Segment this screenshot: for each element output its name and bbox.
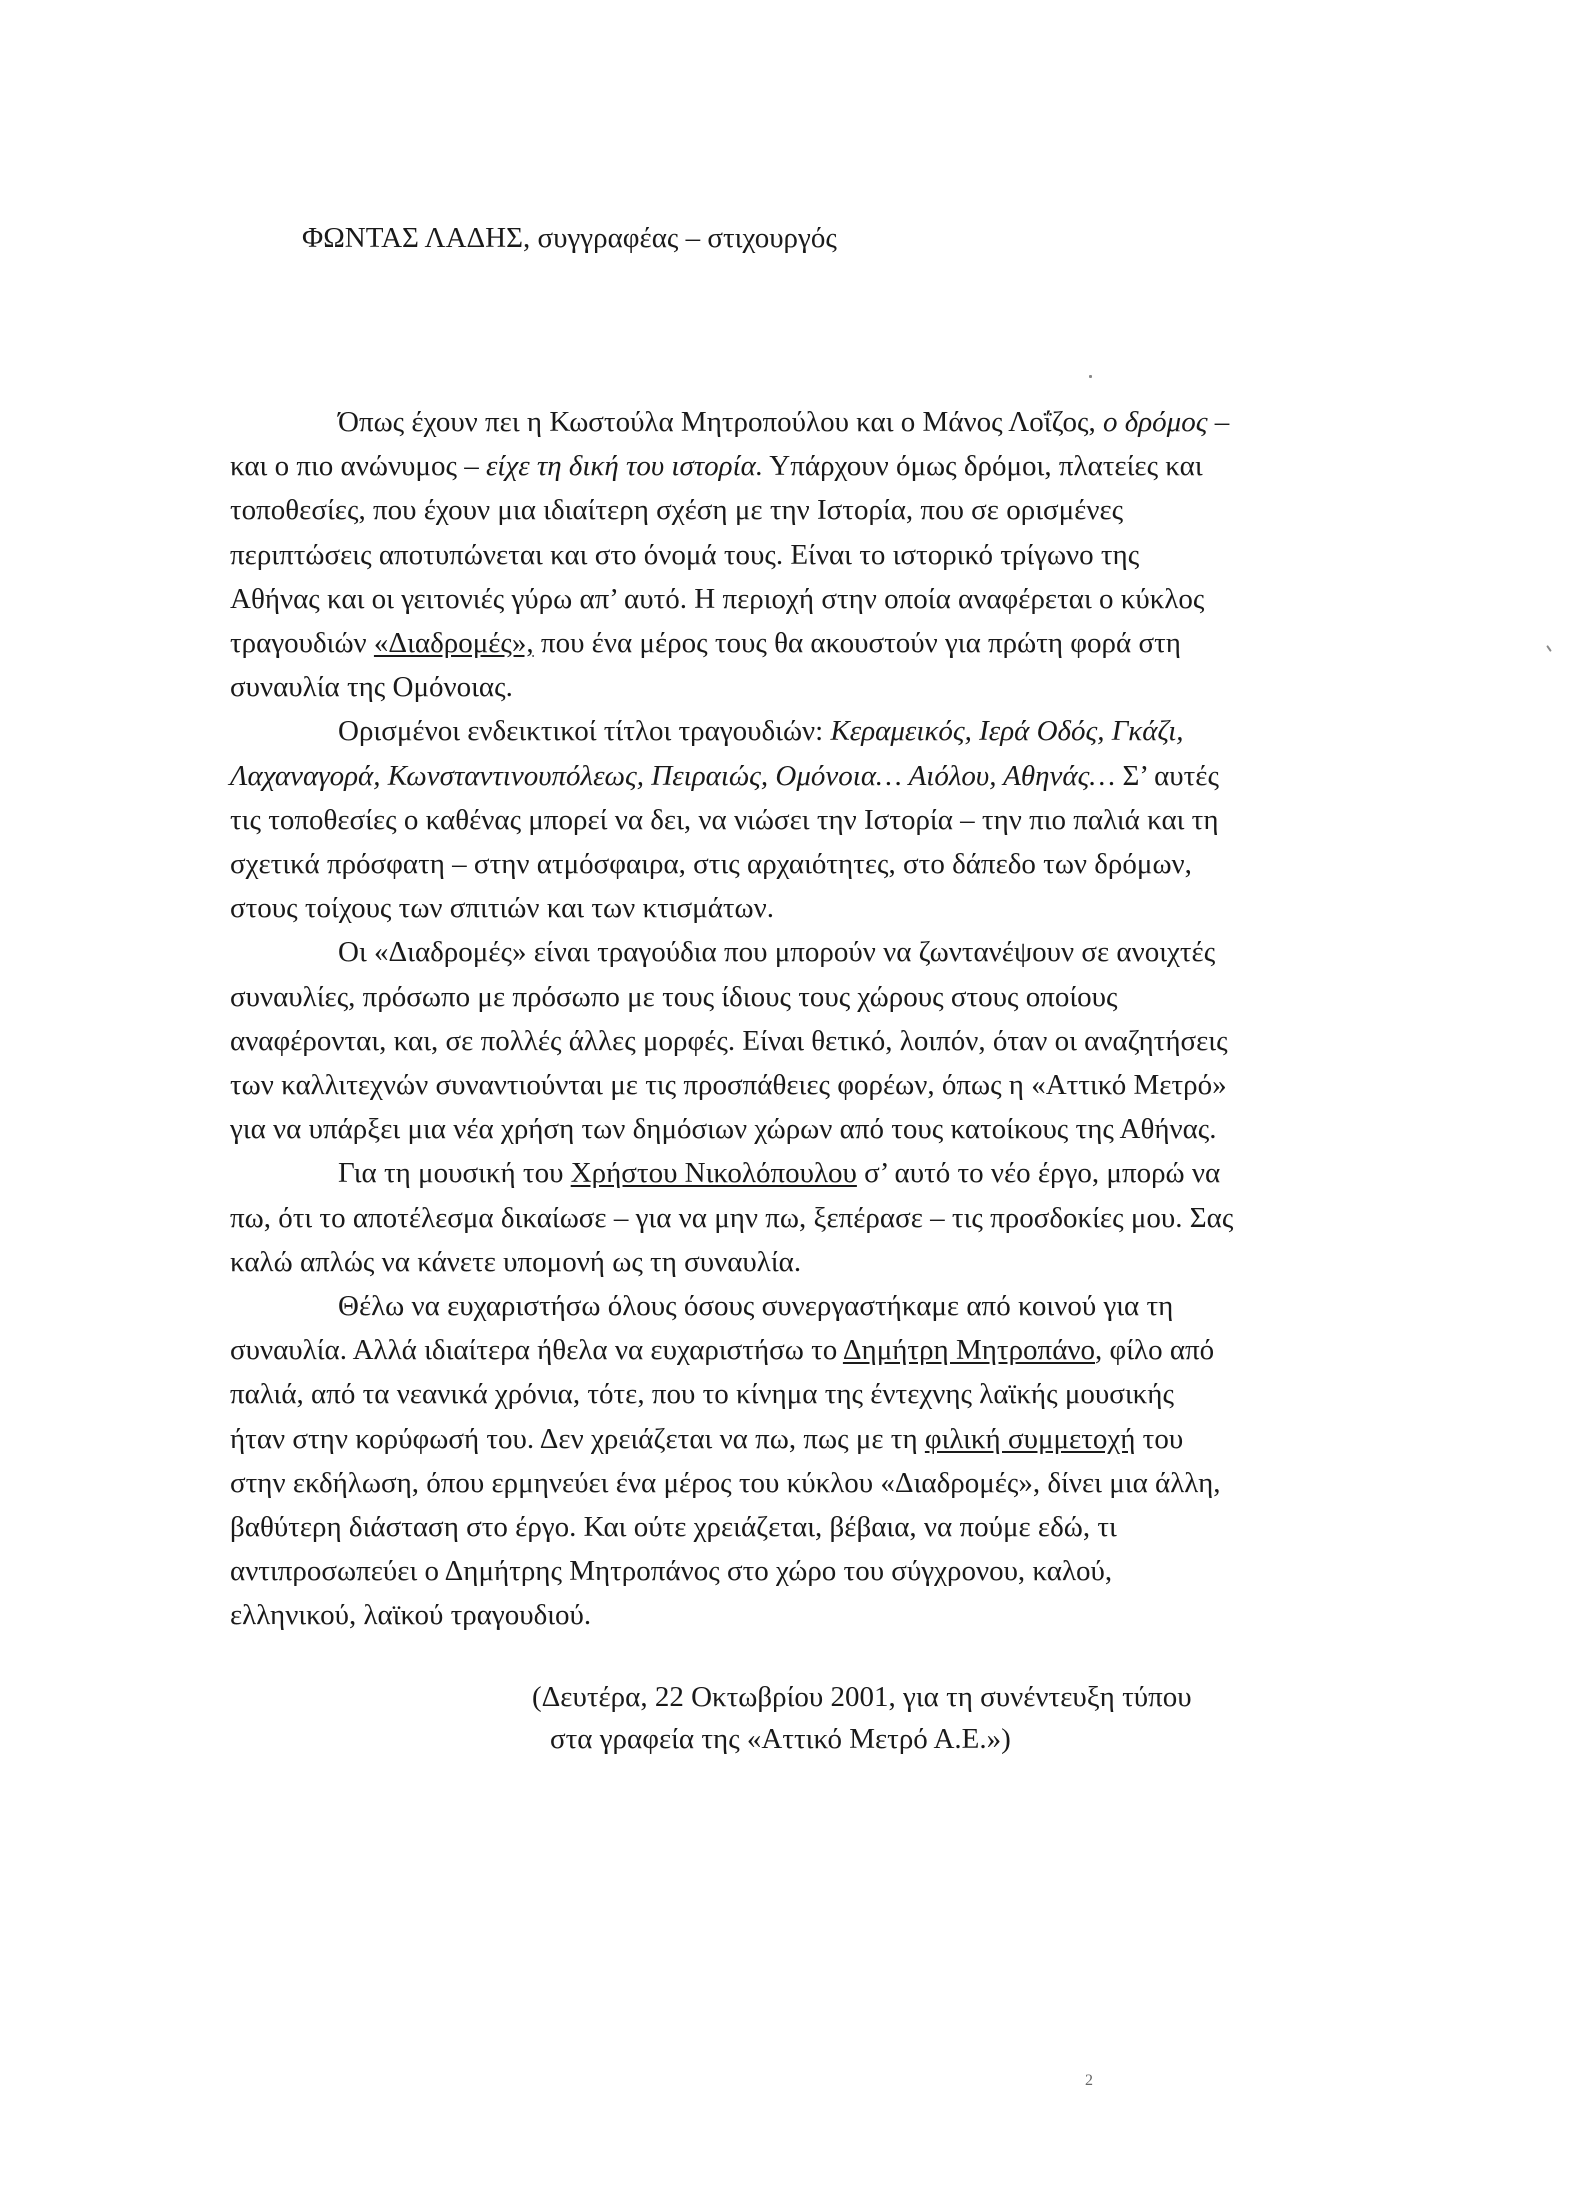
text-run: που ένα μέρος τους θα ακουστούν για πρώτη φορά στη bbox=[533, 627, 1181, 660]
text-run: πω, ότι το αποτέλεσμα δικαίωσε – για να μην πω, ξεπέρασε – τις προσδοκίες μου. Σας bbox=[230, 1201, 1234, 1234]
paragraph bbox=[230, 400, 1410, 709]
text-run: καλώ απλώς να κάνετε υπομονή ως τη συναυλία. bbox=[230, 1245, 802, 1278]
text-line bbox=[230, 760, 1219, 792]
text-run: παλιά, από τα νεανικά χρόνια, τότε, που το κίνημα της έντεχνης λαϊκής μουσικής bbox=[230, 1378, 1174, 1411]
text-line bbox=[230, 1334, 1214, 1366]
text-line bbox=[338, 715, 1184, 747]
text-line bbox=[230, 1599, 591, 1631]
text-line bbox=[230, 1467, 1221, 1499]
signoff-line-2: στα γραφεία της «Αττικό Μετρό Α.Ε.») bbox=[550, 1723, 1011, 1755]
text-run: περιπτώσεις αποτυπώνεται και στο όνομά τους. Είναι το ιστορικό τρίγωνο της bbox=[230, 538, 1140, 571]
text-run: Αθήνας και οι γειτονιές γύρω απ’ αυτό. Η περιοχή στην οποία αναφέρεται ο κύκλος bbox=[230, 582, 1205, 615]
paragraph bbox=[230, 930, 1410, 1151]
text-run: συναυλία. Αλλά ιδιαίτερα ήθελα να ευχαριστήσω το bbox=[230, 1334, 843, 1367]
author-heading: ΦΩΝΤΑΣ ΛΑΔΗΣ, συγγραφέας – στιχουργός bbox=[302, 222, 837, 254]
text-run: του bbox=[1135, 1422, 1184, 1455]
text-line bbox=[230, 494, 1123, 526]
text-line bbox=[230, 1246, 801, 1278]
text-run: για να υπάρξει μια νέα χρήση των δημόσιων χώρων από τους κατοίκους της Αθήνας. bbox=[230, 1113, 1217, 1146]
text-line bbox=[338, 1290, 1173, 1322]
text-line bbox=[230, 1069, 1227, 1101]
italic-phrase: ο δρόμος bbox=[1103, 406, 1208, 438]
text-run: σ’ αυτό το νέο έργο, μπορώ να bbox=[856, 1157, 1221, 1190]
text-line bbox=[230, 539, 1139, 571]
underlined-phrase: φιλική συμμετοχή bbox=[924, 1422, 1136, 1455]
signoff-note bbox=[532, 1676, 1192, 1760]
text-run: στην εκδήλωση, όπου ερμηνεύει ένα μέρος του κύκλου «Διαδρομές», δίνει μια άλλη, bbox=[230, 1466, 1221, 1499]
paragraph bbox=[230, 1284, 1410, 1638]
signoff-line-1: (Δευτέρα, 22 Οκτωβρίου 2001, για τη συνέντευξη τύπου bbox=[532, 1681, 1192, 1713]
text-run: Ορισμένοι ενδεικτικοί τίτλοι τραγουδιών: bbox=[338, 715, 831, 748]
text-run: βαθύτερη διάσταση στο έργο. Και ούτε χρειάζεται, βέβαια, να πούμε εδώ, τι bbox=[230, 1511, 1117, 1544]
text-line bbox=[230, 1511, 1117, 1543]
text-line bbox=[230, 1378, 1174, 1410]
text-line bbox=[230, 627, 1181, 659]
text-run: τις τοποθεσίες ο καθένας μπορεί να δει, να νιώσει την Ιστορία – την πιο παλιά και τη bbox=[230, 803, 1219, 836]
text-line bbox=[338, 406, 1229, 438]
text-line bbox=[230, 981, 1118, 1013]
underlined-phrase: Δημήτρη Μητροπάνο bbox=[842, 1334, 1095, 1367]
text-line bbox=[338, 1157, 1220, 1189]
text-run: , φίλο από bbox=[1095, 1334, 1215, 1367]
text-line bbox=[230, 1202, 1233, 1234]
paragraph bbox=[230, 709, 1410, 930]
text-line bbox=[230, 450, 1203, 482]
text-run: τοποθεσίες, που έχουν μια ιδιαίτερη σχέση με την Ιστορία, που σε ορισμένες bbox=[230, 494, 1124, 527]
text-line bbox=[230, 892, 774, 924]
text-run: Όπως έχουν πει η Κωστούλα Μητροπούλου και ο Μάνος Λοΐζος, bbox=[338, 406, 1104, 438]
text-run: των καλλιτεχνών συναντιούνται με τις προσπάθειες φορέων, όπως η «Αττικό Μετρό» bbox=[230, 1069, 1227, 1102]
text-run: ήταν στην κορύφωσή του. Δεν χρειάζεται να πω, πως με τη bbox=[230, 1422, 925, 1455]
text-run: Θέλω να ευχαριστήσω όλους όσους συνεργαστήκαμε από κοινού για τη bbox=[338, 1290, 1174, 1323]
underlined-phrase: «Διαδρομές», bbox=[373, 627, 534, 660]
text-run: συναυλίες, πρόσωπο με πρόσωπο με τους ίδιους τους χώρους στους οποίους bbox=[230, 980, 1118, 1013]
italic-phrase: Λαχαναγορά, Κωνσταντινουπόλεως, Πειραιώς, Ομόνοια… Αιόλου, Αθηνάς… bbox=[230, 759, 1116, 792]
text-run: αντιπροσωπεύει ο Δημήτρης Μητροπάνος στο χώρο του σύγχρονου, καλού, bbox=[230, 1555, 1113, 1588]
text-line bbox=[230, 1025, 1228, 1057]
text-line bbox=[230, 1113, 1217, 1145]
text-run: στους τοίχους των σπιτιών και των κτισμάτων. bbox=[230, 892, 775, 925]
text-line bbox=[230, 848, 1192, 880]
text-line bbox=[230, 1423, 1183, 1455]
text-line bbox=[230, 804, 1219, 836]
page-number: 2 bbox=[1085, 2072, 1093, 2089]
text-line bbox=[230, 671, 513, 703]
text-run: αναφέρονται, και, σε πολλές άλλες μορφές. Είναι θετικό, λοιπόν, όταν οι αναζητήσεις bbox=[230, 1024, 1228, 1057]
text-run: συναυλία της Ομόνοιας. bbox=[230, 671, 513, 704]
text-run: σχετικά πρόσφατη – στην ατμόσφαιρα, στις αρχαιότητες, στο δάπεδο των δρόμων, bbox=[230, 848, 1192, 881]
italic-phrase: Κεραμεικός, Ιερά Οδός, Γκάζι, bbox=[830, 715, 1184, 748]
text-run: και ο πιο ανώνυμος – bbox=[230, 450, 486, 483]
text-run: τραγουδιών bbox=[230, 627, 374, 660]
text-line bbox=[230, 583, 1204, 615]
italic-phrase: είχε τη δική του ιστορία. bbox=[485, 450, 764, 483]
article-body bbox=[230, 400, 1410, 1638]
text-run: Σ’ αυτές bbox=[1115, 759, 1219, 792]
text-line bbox=[338, 936, 1215, 968]
text-run: ελληνικού, λαϊκού τραγουδιού. bbox=[230, 1599, 592, 1632]
scan-speck bbox=[1089, 375, 1092, 378]
text-run: – bbox=[1207, 406, 1230, 438]
underlined-phrase: Χρήστου Νικολόπουλου bbox=[570, 1157, 857, 1190]
text-run: Για τη μουσική του bbox=[338, 1157, 571, 1190]
text-line bbox=[230, 1555, 1112, 1587]
paragraph bbox=[230, 1151, 1410, 1284]
text-run: Οι «Διαδρομές» είναι τραγούδια που μπορούν να ζωντανέψουν σε ανοιχτές bbox=[338, 936, 1216, 969]
text-run: Υπάρχουν όμως δρόμοι, πλατείες και bbox=[763, 450, 1203, 483]
scan-speck bbox=[1546, 645, 1552, 652]
